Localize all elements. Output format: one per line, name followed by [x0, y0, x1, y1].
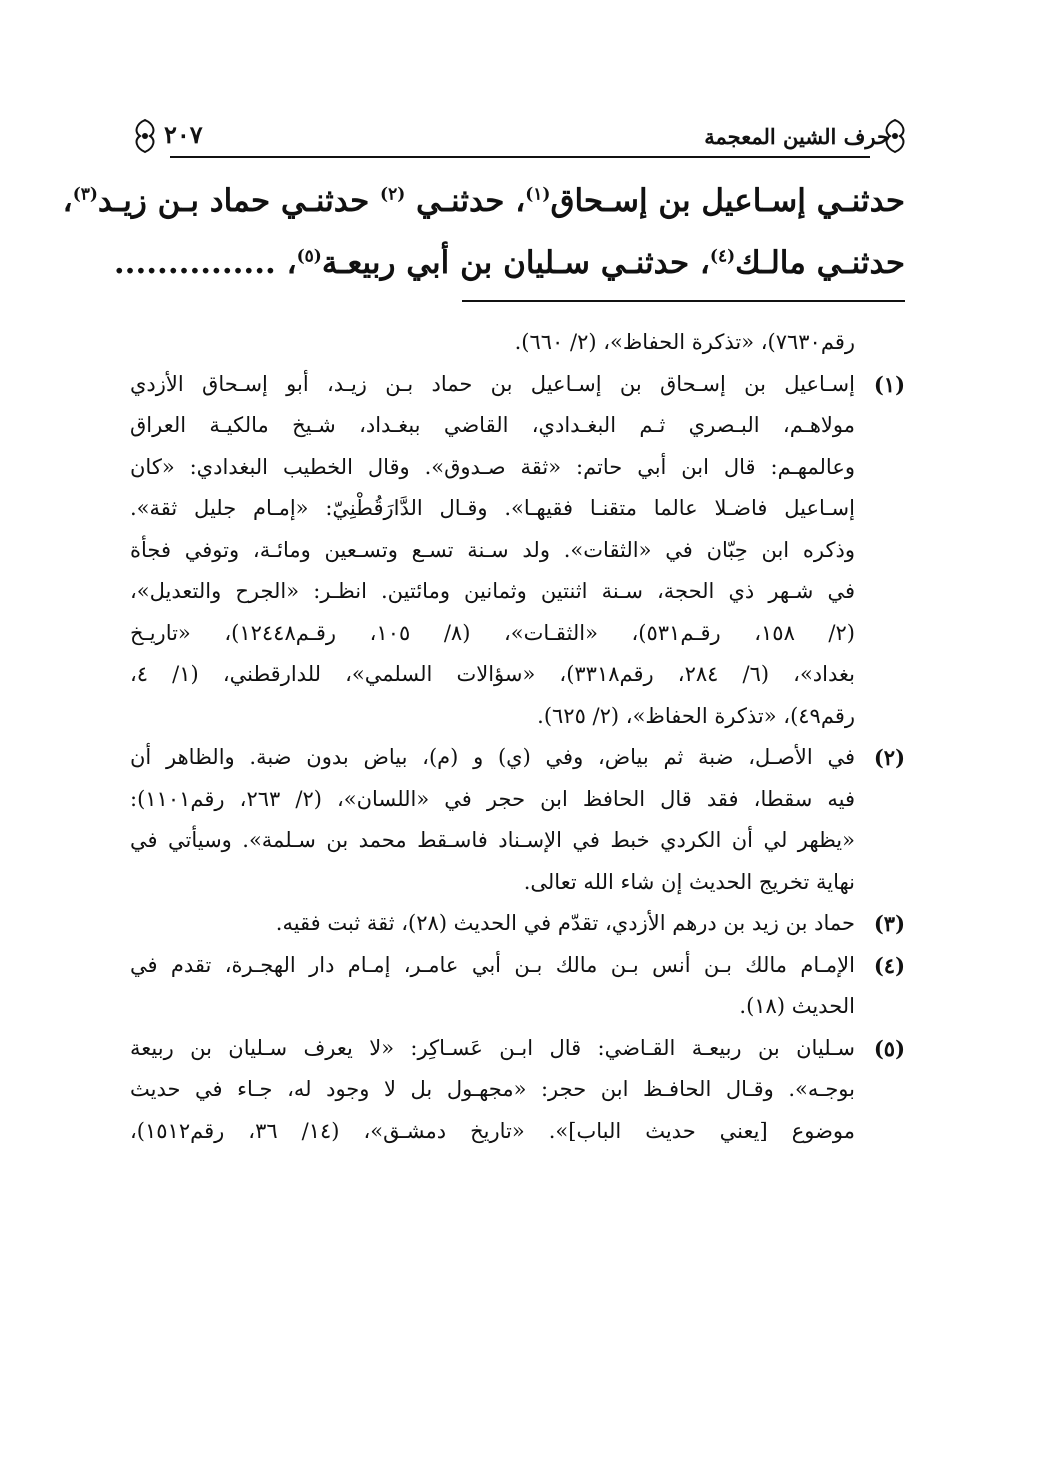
footnote-line: نهاية تخريج الحديث إن شاء الله تعالى. [523, 869, 855, 894]
footnote-line: سـليان بن ربيعـة القـاضي: قال ابـن عَسـاكِر: «لا يعرف سـليان بن ربيعة [130, 1035, 855, 1060]
footnote-line: الإمـام مالك بـن أنس بـن مالك بـن أبي عامـر، إمـام دار الهجـرة، تقدم في [130, 952, 855, 977]
footnote-ref: (١) [525, 184, 551, 205]
footnote-2 [130, 737, 905, 903]
footnote-line: موضوع [يعني حديث الباب]». «تاريخ دمشـق»، (١٤/ ٣٦، رقم١٥١٢)، [130, 1118, 856, 1143]
header-divider [170, 156, 870, 158]
footnote-line: وعالمهـم: قال ابن أبي حاتم: «ثقة صـدوق». وقال الخطيب البغدادي: «كان [130, 454, 855, 479]
footnote-line: في الأصـل، ضبة ثم بياض، وفي (ي) و (م)، بياض بدون ضبة. والظاهر أن [130, 745, 855, 769]
footnote-ref: (٥) [296, 246, 322, 267]
footnote-line: إسـاعيل بن إسـحاق بن إسـاعيل بن حماد بـن زيـد، أبو إسـحاق الأزدي [130, 371, 855, 396]
page-header [130, 118, 910, 158]
footnote-separator [462, 300, 905, 302]
footnote-ref: (٤) [709, 246, 736, 267]
footnote-line: رقم٤٩)، «تذكرة الحفاظ»، (٢/ ٦٢٥). [537, 703, 855, 728]
footnote-line: إسـاعيل فاضـلا عالما متقنـا فقيهـا». وقـال الدَّارَقُطْنِيّ: «إمـام جليل ثقة». [130, 496, 855, 520]
footnote-ref: (٣) [72, 184, 98, 205]
page-number: ٢٠٧ [164, 120, 203, 149]
footnote-line: في شـهر ذي الحجة، سـنة اثنتين وثمانين ومائتين. انظـر: «الجرح والتعديل»، [130, 579, 855, 603]
main-text-line: حدثنـي مالـك$^{(٤)}$، حدثنـي سـليان بن أبي ربيعـة$^{(٥)}$، ............... [113, 245, 905, 281]
footnote-line: الحديث (١٨). [739, 994, 855, 1018]
footnote-line: (٢/ ١٥٨، رقـم٥٣١)، «الثقـات»، (٨/ ١٠٥، رقـم١٢٤٤٨)، «تاريـخ [130, 620, 855, 645]
footnote-number: (٢) [873, 745, 905, 770]
main-text [62, 170, 905, 294]
footnote-line: بوجـه». وقـال الحافـظ ابن حجر: «مجهـول بل لا وجود له، جـاء في حديث [130, 1077, 855, 1101]
footnotes [130, 322, 905, 1152]
footnote-number: (١) [873, 371, 905, 397]
footnote-line: فيه سقطا، فقد قال الحافظ ابن حجر في «اللسان»، (٢/ ٢٦٣، رقم١١٠١): [130, 786, 856, 811]
footnote-line: «يظهر لي أن الكردي خبط في الإسـناد فاسـقط محمد بن سـلمة». وسيأتي في [130, 828, 855, 852]
footnote-line: وذكره ابن حِبّان في «الثقات». ولد سـنة تسـع وتسـعين ومائـة، وتوفي فجأة [130, 537, 855, 562]
footnote-4 [130, 945, 905, 1028]
footnote-number: (٣) [873, 911, 905, 936]
footnote-line: حماد بن زيد بن درهم الأزدي، تقدّم في الحديث (٢٨)، ثقة ثبت فقيه. [275, 911, 855, 935]
footnote-line: رقم٧٦٣٠)، «تذكرة الحفاظ»، (٢/ ٦٦٠). [514, 330, 855, 354]
chapter-title: حرف الشين المعجمة [704, 124, 890, 149]
footnote-ref: (٢) [380, 184, 406, 205]
ornament-left-icon [130, 118, 160, 154]
footnote-line: مولاهـم، البـصري ثـم البغـدادي، القاضي ببغـداد، شـيخ مالكيـة العراق [130, 413, 855, 437]
footnote-number: (٤) [873, 952, 905, 978]
footnote-5 [130, 1028, 905, 1153]
footnote-1 [130, 364, 905, 738]
footnote-number: (٥) [873, 1035, 905, 1061]
main-text-line: حدثنـي إسـاعيل بن إسـحاق$^{(١)}$، حدثنـي $^{(٢)}$ حدثنـي حماد بـن زيـد$^{(٣)}$، [62, 183, 905, 219]
footnote-3 [130, 903, 905, 945]
footnote-continuation [130, 322, 905, 364]
footnote-line: بغداد»، (٦/ ٢٨٤، رقم٣٣١٨)، «سؤالات السلمي»، للدارقطني، (١/ ٤، [130, 662, 855, 686]
